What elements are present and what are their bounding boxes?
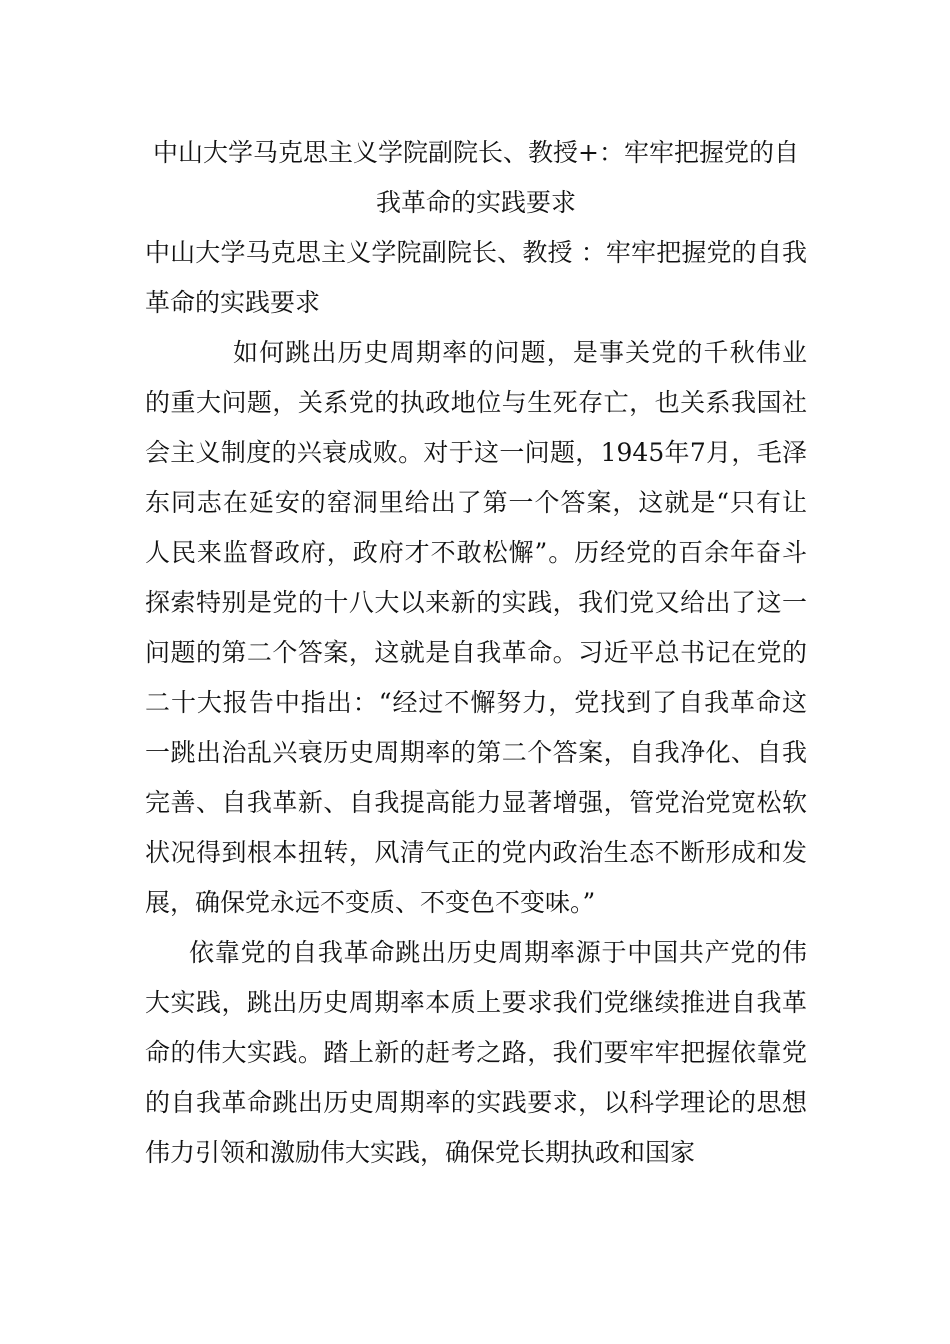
document-body bbox=[145, 128, 807, 1178]
paragraph: 依靠党的自我革命跳出历史周期率源于中国共产党的伟大实践，跳出历史周期率本质上要求我们党继续推进自我革命的伟大实践。踏上新的赶考之路，我们要牢牢把握依靠党的自我革命跳出历史周期率的实践要求，以科学理论的思想伟力引领和激励伟大实践，确保党长期执政和国家 bbox=[145, 938, 807, 1167]
document-title: 中山大学马克思主义学院副院长、教授+：牢牢把握党的自我革命的实践要求 bbox=[153, 138, 799, 217]
document-subtitle: 中山大学马克思主义学院副院长、教授 ：牢牢把握党的自我革命的实践要求 bbox=[145, 238, 807, 317]
paragraph: 如何跳出历史周期率的问题，是事关党的千秋伟业的重大问题，关系党的执政地位与生死存亡，也关系我国社会主义制度的兴衰成败。对于这一问题，1945年7月，毛泽东同志在延安的窑洞里给出了第一个答案，这就是“只有让人民来监督政府，政府才不敢松懈”。历经党的百余年奋斗探索特别是党的十八大以来新的实践，我们党又给出了这一问题的第二个答案，这就是自我革命。习近平总书记在党的二十大报告中指出：“经过不懈努力，党找到了自我革命这一跳出治乱兴衰历史周期率的第二个答案，自我净化、自我完善、自我革新、自我提高能力显著增强，管党治党宽松软状况得到根本扭转，风清气正的党内政治生态不断形成和发展，确保党永远不变质、不变色不变味。” bbox=[145, 338, 807, 917]
